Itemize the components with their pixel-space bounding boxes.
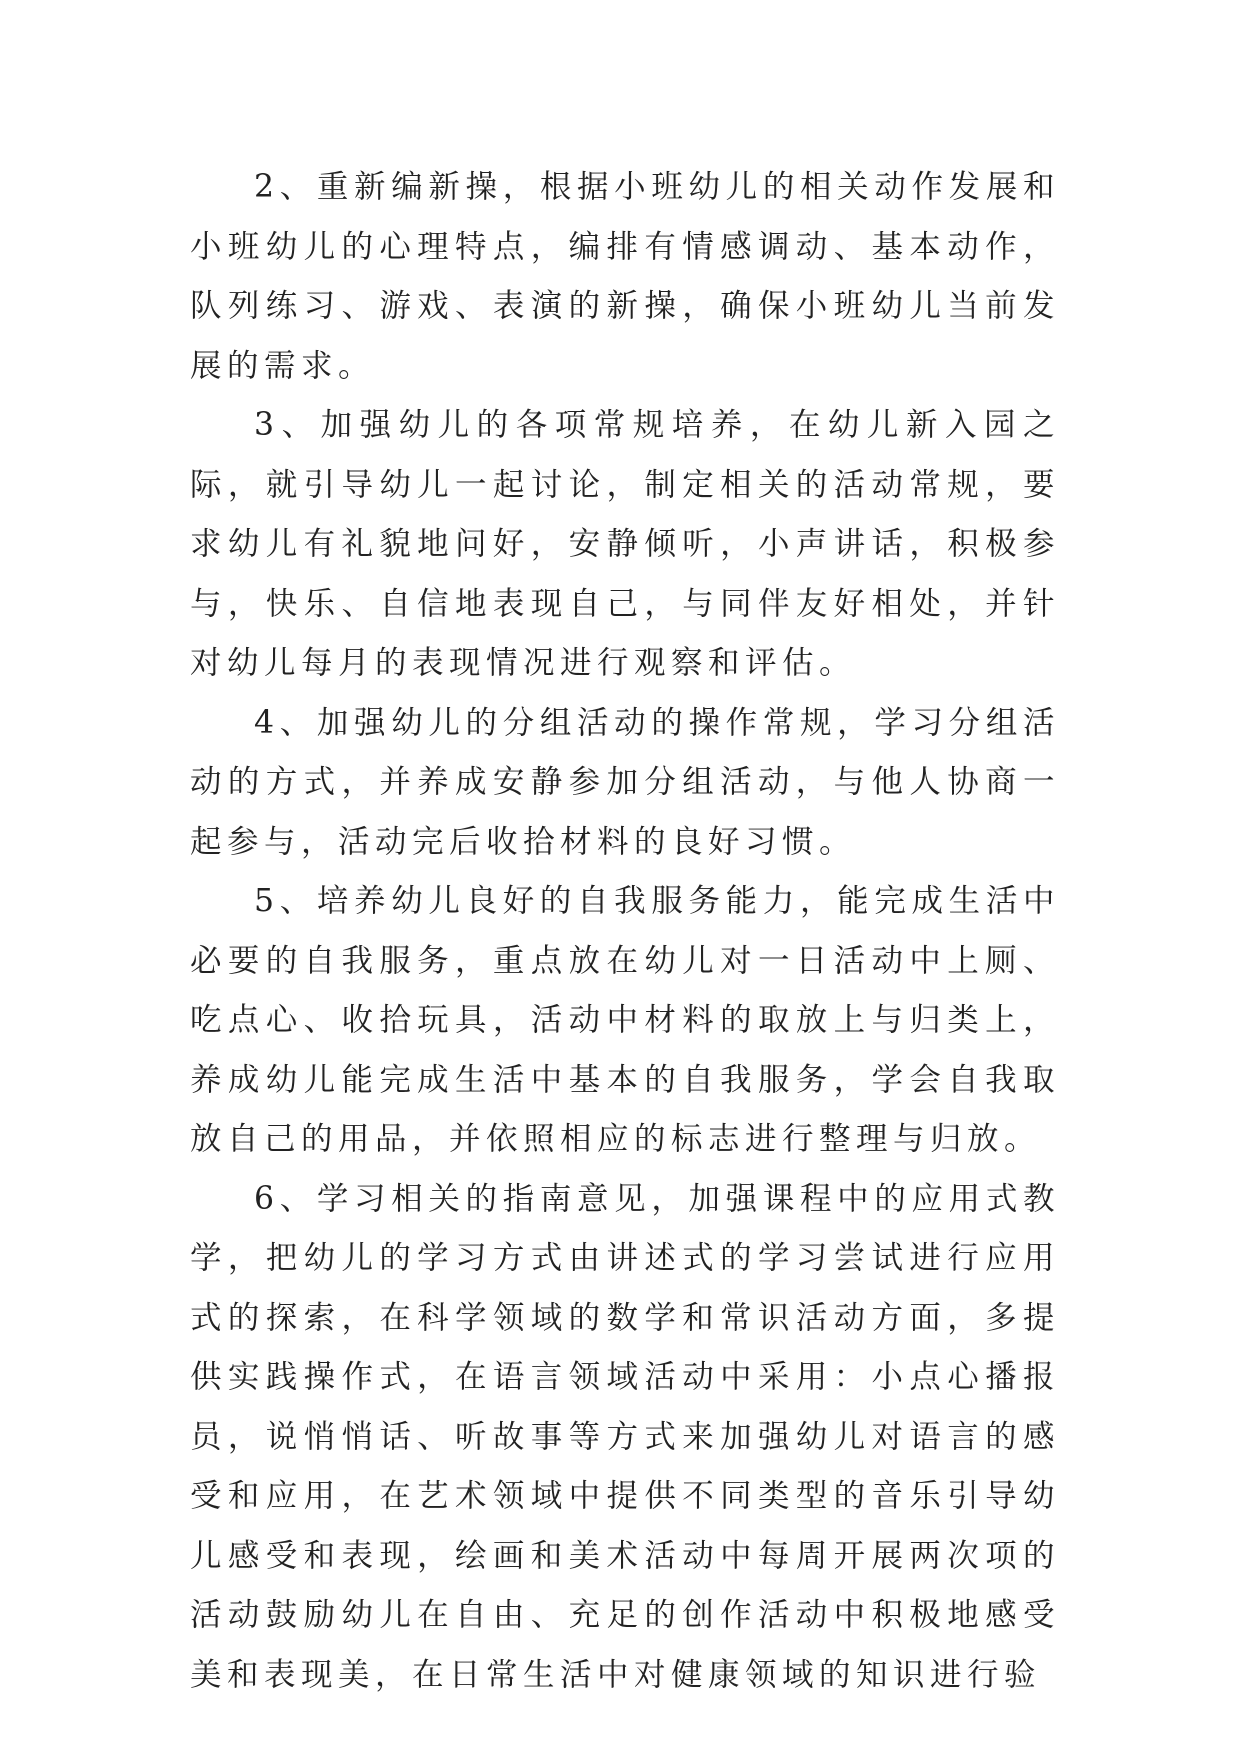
paragraph-2: 2、重新编新操，根据小班幼儿的相关动作发展和小班幼儿的心理特点，编排有情感调动、基本动作，队列练习、游戏、表演的新操，确保小班幼儿当前发展的需求。 — [190, 169, 1060, 384]
paragraph-4: 4、加强幼儿的分组活动的操作常规，学习分组活动的方式，并养成安静参加分组活动，与他人协商一起参与，活动完后收拾材料的良好习惯。 — [190, 704, 1060, 860]
document-body — [190, 158, 1060, 1705]
paragraph-6: 6、学习相关的指南意见，加强课程中的应用式教学，把幼儿的学习方式由讲述式的学习尝试进行应用式的探索，在科学领域的数学和常识活动方面，多提供实践操作式，在语言领域活动中采用：小点心播报员，说悄悄话、听故事等方式来加强幼儿对语言的感受和应用，在艺术领域中提供不同类型的音乐引导幼儿感受和表现，绘画和美术活动中每周开展两次项的活动鼓励幼儿在自由、充足的创作活动中积极地感受美和表现美，在日常生活中对健康领域的知识进行验 — [190, 1180, 1060, 1693]
paragraph-3: 3、加强幼儿的各项常规培养，在幼儿新入园之际，就引导幼儿一起讨论，制定相关的活动常规，要求幼儿有礼貌地问好，安静倾听，小声讲话，积极参与，快乐、自信地表现自己，与同伴友好相处，并针对幼儿每月的表现情况进行观察和评估。 — [190, 407, 1060, 681]
paragraph-5: 5、培养幼儿良好的自我服务能力，能完成生活中必要的自我服务，重点放在幼儿对一日活动中上厕、吃点心、收拾玩具，活动中材料的取放上与归类上，养成幼儿能完成生活中基本的自我服务，学会自我取放自己的用品，并依照相应的标志进行整理与归放。 — [190, 883, 1060, 1157]
